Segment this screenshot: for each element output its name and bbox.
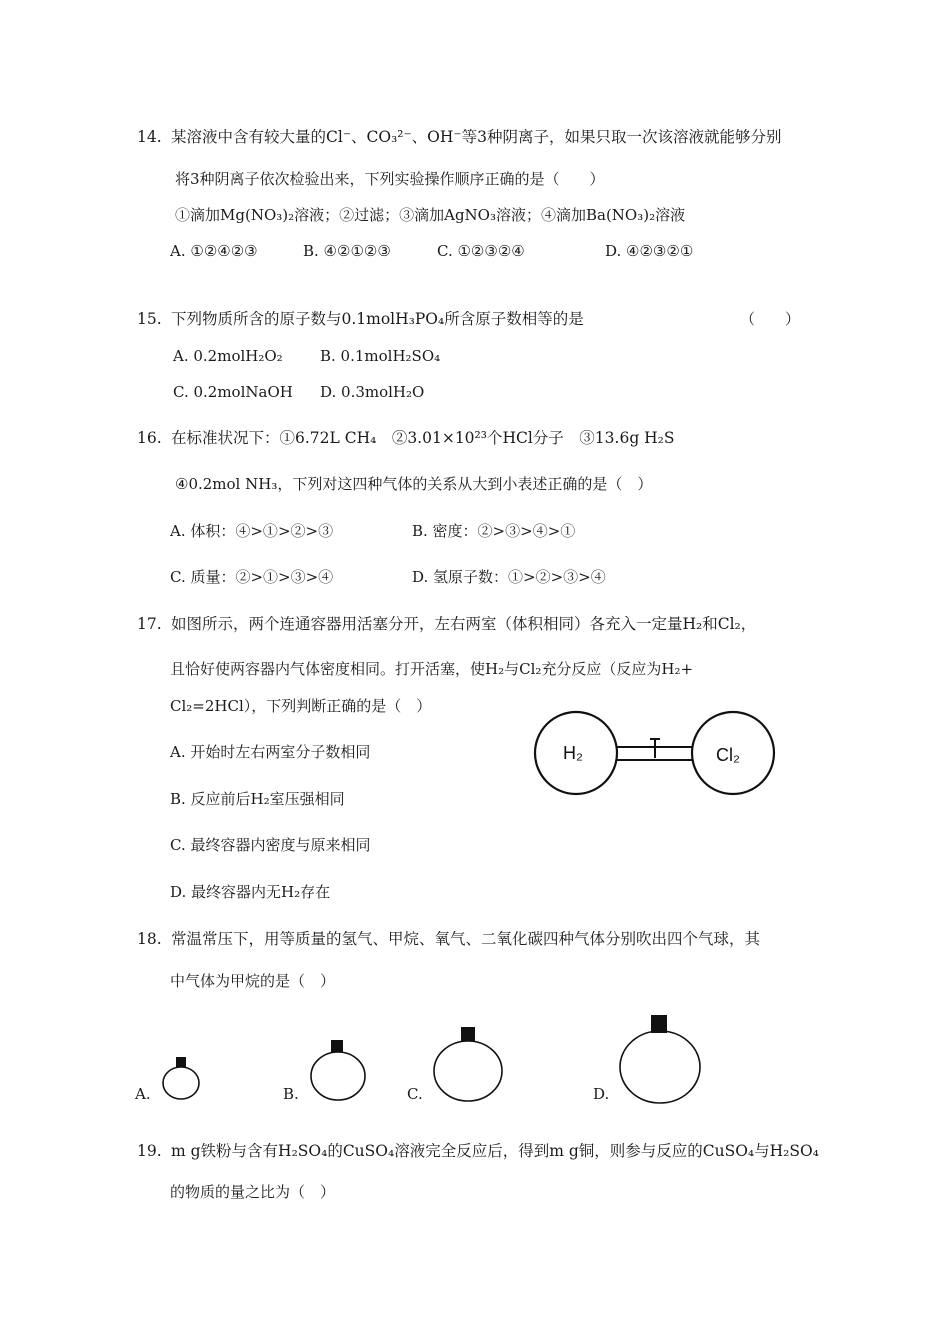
q16-line1: [137, 427, 675, 449]
q18-line1: [137, 928, 760, 950]
q15-line1: [137, 308, 584, 330]
balloon-option-b-label[interactable]: B.: [283, 1085, 299, 1103]
q17-line3: Cl₂=2HCl），下列判断正确的是（ ）: [170, 697, 432, 715]
q16-line2: ④0.2mol NH₃，下列对这四种气体的关系从大到小表述正确的是（ ）: [175, 475, 653, 493]
q16-stem: 在标准状况下：①6.72L CH₄ ②3.01×10²³个HCl分子 ③13.6g H₂S: [171, 429, 675, 447]
q18-line2: 中气体为甲烷的是（ ）: [170, 972, 336, 990]
q15-option-b[interactable]: B. 0.1molH₂SO₄: [320, 347, 441, 365]
q17-line2: 且恰好使两容器内气体密度相同。打开活塞，使H₂与Cl₂充分反应（反应为H₂+: [170, 660, 694, 678]
q17-option-d[interactable]: D. 最终容器内无H₂存在: [170, 883, 331, 901]
connected-containers-diagram: [534, 709, 776, 797]
q15-stem: 下列物质所含的原子数与0.1molH₃PO₄所含原子数相等的是: [171, 310, 584, 328]
q14-line3: ①滴加Mg(NO₃)₂溶液；②过滤；③滴加AgNO₃溶液；④滴加Ba(NO₃)₂溶液: [175, 206, 686, 224]
cl2-label: Cl₂: [716, 745, 740, 765]
balloon-d[interactable]: [617, 1014, 703, 1106]
q14-option-b[interactable]: B. ④②①②③: [303, 242, 391, 260]
balloon-option-a-label[interactable]: A.: [135, 1085, 151, 1103]
q14-option-d[interactable]: D. ④②③②①: [605, 242, 694, 260]
q19-number: 19.: [137, 1142, 162, 1160]
q16-option-d[interactable]: D. 氢原子数：①>②>③>④: [412, 568, 606, 586]
balloon-c[interactable]: [430, 1026, 506, 1104]
q16-option-a[interactable]: A. 体积：④>①>②>③: [170, 522, 334, 540]
q14-option-a[interactable]: A. ①②④②③: [170, 242, 258, 260]
q19-line1: [137, 1140, 819, 1162]
q15-number: 15.: [137, 310, 162, 328]
q17-option-a[interactable]: A. 开始时左右两室分子数相同: [170, 743, 371, 761]
q15-option-c[interactable]: C. 0.2molNaOH: [173, 383, 293, 401]
stopcock-valve[interactable]: [650, 739, 660, 758]
q15-option-a[interactable]: A. 0.2molH₂O₂: [173, 347, 283, 365]
q17-option-c[interactable]: C. 最终容器内密度与原来相同: [170, 836, 371, 854]
q17-stem: 如图所示，两个连通容器用活塞分开，左右两室（体积相同）各充入一定量H₂和Cl₂，: [171, 615, 757, 633]
q17-line1: [137, 613, 756, 635]
balloon-a[interactable]: [160, 1056, 202, 1102]
balloon-b[interactable]: [308, 1039, 368, 1103]
balloon-option-c-label[interactable]: C.: [407, 1085, 423, 1103]
q16-number: 16.: [137, 429, 162, 447]
q18-number: 18.: [137, 930, 162, 948]
q18-stem: 常温常压下，用等质量的氢气、甲烷、氧气、二氧化碳四种气体分别吹出四个气球，其: [171, 930, 761, 948]
q14-stem: 某溶液中含有较大量的Cl⁻、CO₃²⁻、OH⁻等3种阴离子，如果只取一次该溶液就能够分别: [171, 128, 782, 146]
balloon-option-d-label[interactable]: D.: [593, 1085, 610, 1103]
h2-label: H₂: [563, 743, 583, 763]
q14-option-c[interactable]: C. ①②③②④: [437, 242, 525, 260]
q17-number: 17.: [137, 615, 162, 633]
q14-line1: [137, 126, 781, 148]
q16-option-c[interactable]: C. 质量：②>①>③>④: [170, 568, 334, 586]
q19-stem: m g铁粉与含有H₂SO₄的CuSO₄溶液完全反应后，得到m g铜，则参与反应的CuSO₄与H₂SO₄: [171, 1142, 819, 1160]
q16-option-b[interactable]: B. 密度：②>③>④>①: [412, 522, 576, 540]
q19-line2: 的物质的量之比为（ ）: [170, 1183, 336, 1201]
q15-option-d[interactable]: D. 0.3molH₂O: [320, 383, 425, 401]
q17-option-b[interactable]: B. 反应前后H₂室压强相同: [170, 790, 345, 808]
q14-line2: 将3种阴离子依次检验出来，下列实验操作顺序正确的是（ ）: [175, 170, 605, 188]
q14-number: 14.: [137, 128, 162, 146]
q15-answer-paren: （ ）: [740, 310, 801, 328]
